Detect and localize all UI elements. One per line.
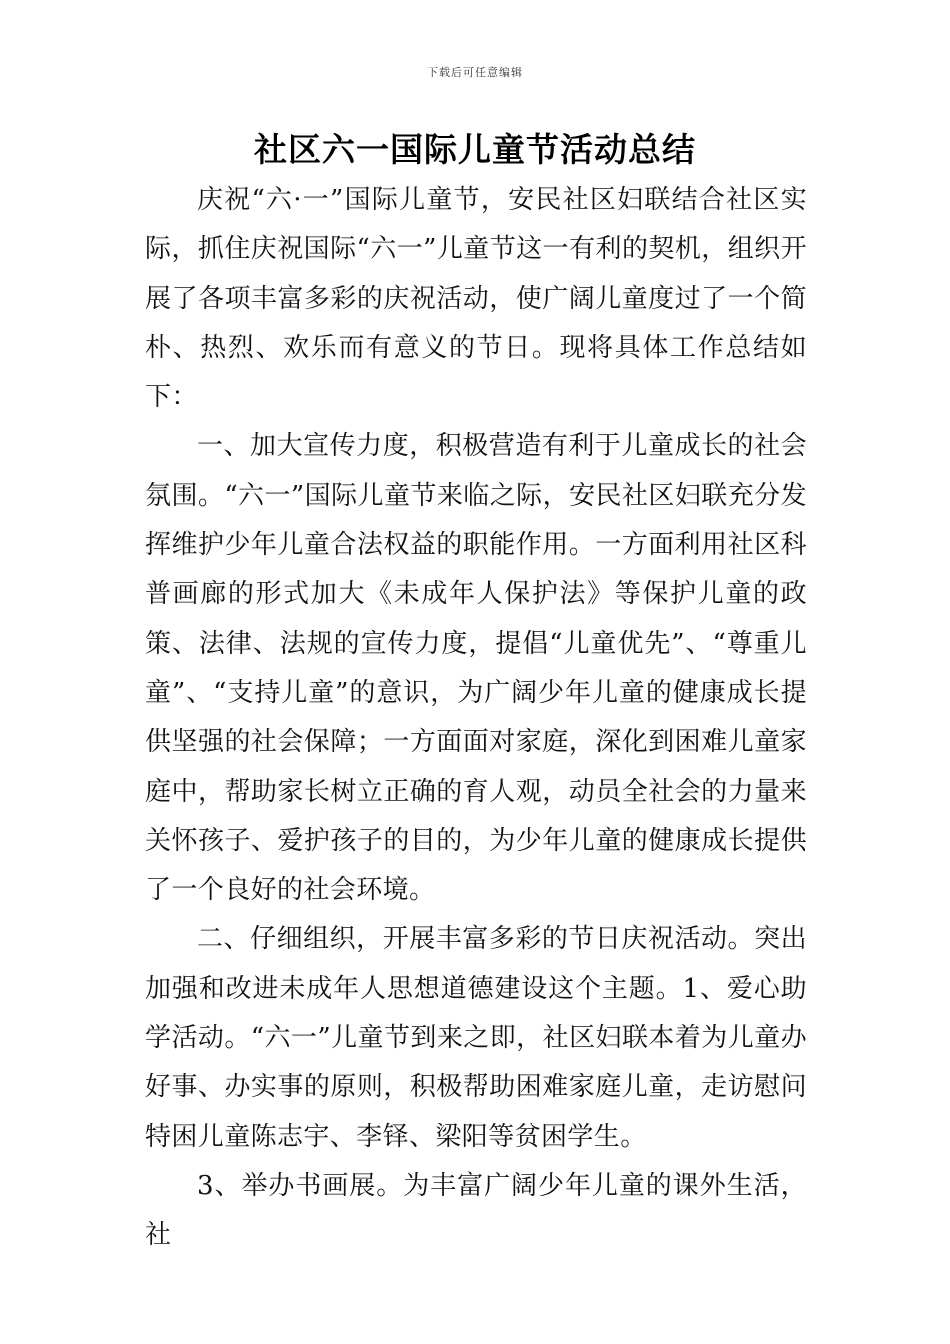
paragraph-section-2: 二、仔细组织，开展丰富多彩的节日庆祝活动。突出加强和改进未成年人思想道德建设这个主题。1、爱心助学活动。“六一”儿童节到来之即，社区妇联本着为儿童办好事、办实事的原则，积极帮助困难家庭儿童，走访慰问特困儿童陈志宇、李铎、梁阳等贫困学生。 (145, 924, 807, 1152)
document-body (145, 176, 807, 1261)
paragraph-item-3: 3、举办书画展。为丰富广阔少年儿童的课外生活，社 (145, 1170, 807, 1251)
paragraph-intro: 庆祝“六·一”国际儿童节，安民社区妇联结合社区实际，抓住庆祝国际“六一”儿童节这一有利的契机，组织开展了各项丰富多彩的庆祝活动，使广阔儿童度过了一个简朴、热烈、欢乐而有意义的节日。现将具体工作总结如下： (145, 185, 807, 413)
document-title: 社区六一国际儿童节活动总结 (254, 130, 696, 169)
header-note: 下载后可任意编辑 (427, 66, 523, 79)
paragraph-section-1: 一、加大宣传力度，积极营造有利于儿童成长的社会氛围。“六一”国际儿童节来临之际，安民社区妇联充分发挥维护少年儿童合法权益的职能作用。一方面利用社区科普画廊的形式加大《未成年人保护法》等保护儿童的政策、法律、法规的宣传力度，提倡“儿童优先”、“尊重儿童”、“支持儿童”的意识，为广阔少年儿童的健康成长提供坚强的社会保障；一方面面对家庭，深化到困难儿童家庭中，帮助家长树立正确的育人观，动员全社会的力量来关怀孩子、爱护孩子的目的，为少年儿童的健康成长提供了一个良好的社会环境。 (145, 431, 807, 906)
